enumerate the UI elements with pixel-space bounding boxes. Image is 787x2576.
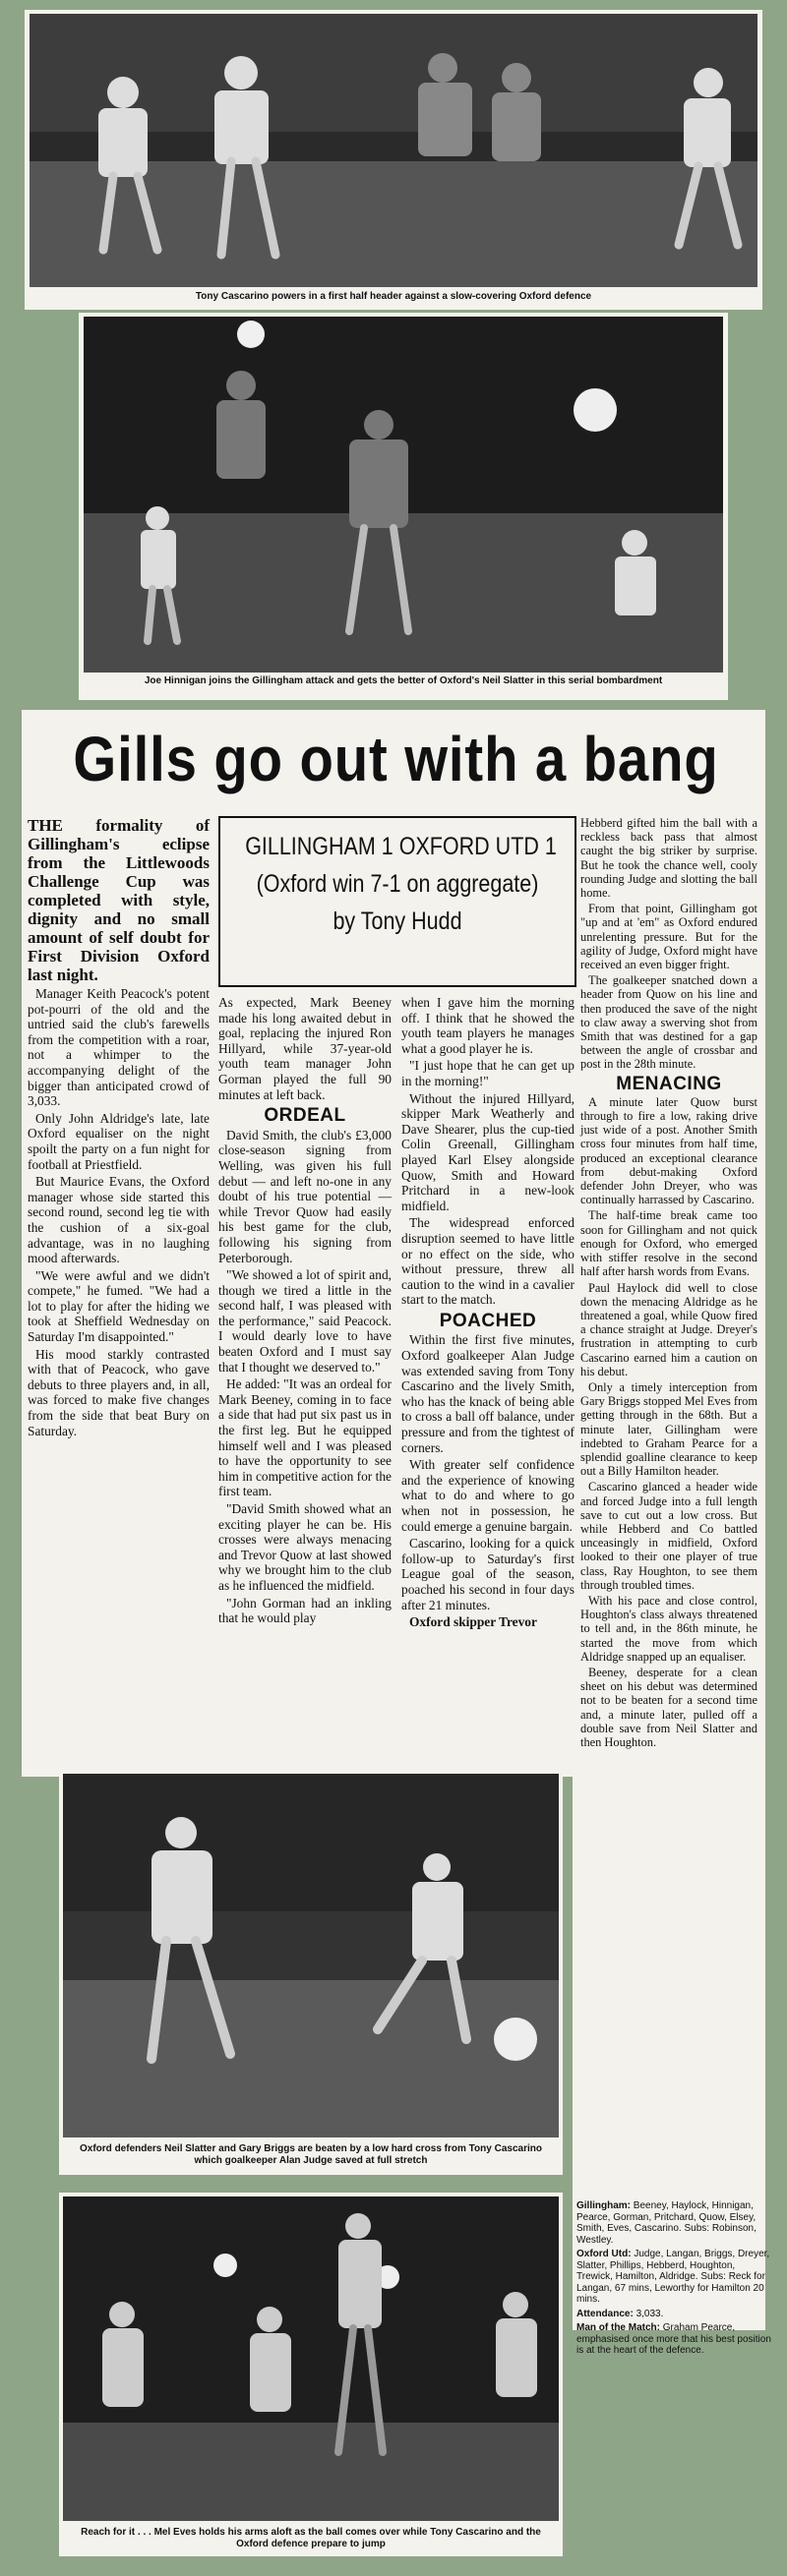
scorebox <box>218 816 576 987</box>
paragraph: From that point, Gillingham got "up and at 'em" as Oxford endured unrelenting pressure. But for the agility of Judge, Oxford might have received an even bigger fright. <box>580 902 757 972</box>
paragraph: Beeney, desperate for a clean sheet on his debut was determined not to be beaten for a second time and, a minute later, pulled off a double save from Neil Slatter and then Houghton. <box>580 1665 757 1749</box>
photo3-image <box>63 1774 559 2137</box>
paragraph: Cascarino glanced a header wide and forced Judge into a full length save to cut out a low cross. But while Hebberd and Co battled unceasingly in midfield, Oxford looked to their one player of true class, Ray Houghton, to see them through troubled times. <box>580 1480 757 1592</box>
paragraph: "David Smith showed what an exciting player he can be. His crosses were always menacing and Trevor Quow at last showed why we brought him to the club as he influenced the midfield. <box>218 1501 392 1593</box>
motm-label: Man of the Match: <box>576 2322 660 2333</box>
subheading-ordeal: ORDEAL <box>264 1105 346 1127</box>
article-column-2 <box>218 995 392 1628</box>
paragraph: Within the first five minutes, Oxford goalkeeper Alan Judge was extended saving from Tony Cascarino and the lively Smith, who has the knack of being able to cross a ball off balance, under pressure and from the tightest of corners. <box>401 1332 575 1455</box>
subheading-menacing: MENACING <box>616 1073 722 1094</box>
headline: Gills go out with a bang <box>73 724 719 794</box>
paragraph: Only John Aldridge's late, late Oxford equaliser on the night spoilt the party on a fun night for football at Priestfield. <box>28 1110 210 1172</box>
attendance-label: Attendance: <box>576 2308 634 2319</box>
subheading-poached: POACHED <box>439 1310 537 1331</box>
paragraph: The widespread enforced disruption seemed to have little or no effect on the side, who without pressure, threw all caution to the wind in a cavalier start to the match. <box>401 1215 575 1308</box>
photo1-caption: Tony Cascarino powers in a first half header against a slow-covering Oxford defence <box>195 291 592 302</box>
article-column-4 <box>580 816 757 1751</box>
paragraph: Without the injured Hillyard, skipper Mark Weatherly and Dave Shearer, plus the cup-tied Colin Greenall, Gillingham played Karl Elsey alongside Quow, Smith and Howard Pritchard in a new-look midfield. <box>401 1090 575 1213</box>
photo2-caption: Joe Hinnigan joins the Gillingham attack and gets the better of Oxford's Neil Slatter in this serial bombardment <box>144 675 663 686</box>
paragraph: The half-time break came too soon for Gillingham and not quick enough for Oxford, who emerged with stiffer resolve in the second half after harsh words from Evans. <box>580 1208 757 1279</box>
oxford-team: Judge, Langan, Briggs, Dreyer, Slatter, Phillips, Hebberd, Houghton, Trewick, Hamilton, Aldridge. Subs: Reck for Langan, 67 mins, Leworthy for Hamilton 20 mins. <box>576 2249 770 2305</box>
paragraph: David Smith, the club's £3,000 close-season signing from Welling, was given his full debut — and left no-one in any doubt of his true potential — while Trevor Quow had easily his best game for the club, following his signing from Peterborough. <box>218 1127 392 1265</box>
paragraph: Cascarino, looking for a quick follow-up to Saturday's first League goal of the season, poached his second in four days after 21 minutes. <box>401 1536 575 1612</box>
paragraph: His mood starkly contrasted with that of Peacock, who gave debuts to three players and, in all, was forced to make five changes from the side that beat Bury on Saturday. <box>28 1346 210 1438</box>
lead-paragraph: THE formality of Gillingham's eclipse from the Littlewoods Challenge Cup was completed with style, dignity and no small amount of self doubt for First Division Oxford last night. <box>28 816 210 984</box>
paragraph: when I gave him the morning off. I think that he showed the youth team players he manages what a good player he is. <box>401 995 575 1056</box>
article-column-1 <box>28 816 210 1440</box>
photo3-caption: Oxford defenders Neil Slatter and Gary Briggs are beaten by a low hard cross from Tony Cascarino which goalkeeper Alan Judge saved at full stretch <box>80 2143 542 2166</box>
photo1-image <box>30 14 757 287</box>
paragraph: As expected, Mark Beeney made his long awaited debut in goal, replacing the injured Ron Hillyard, while 37-year-old youth team manager John Gorman played the full 90 minutes at left back. <box>218 995 392 1102</box>
paragraph: "I just hope that he can get up in the morning!" <box>401 1058 575 1088</box>
paragraph: Oxford skipper Trevor <box>409 1614 537 1630</box>
paragraph: Only a timely interception from Gary Briggs stopped Mel Eves from getting through in the 68th. But a minute later, Gillingham were indebted to Graham Pearce for a splendid goalline clearance to keep out a Billy Hamilton header. <box>580 1379 757 1479</box>
paragraph: The goalkeeper snatched down a header from Quow on his line and then produced the save of the night to claw away a swerving shot from Smith that was destined for a gap between the angle of crossbar and post in the 28th minute. <box>580 973 757 1072</box>
article-column-3 <box>401 995 575 1632</box>
photo2-image <box>84 317 723 673</box>
oxford-label: Oxford Utd: <box>576 2249 632 2259</box>
paragraph: "We were awful and we didn't compete," he fumed. "We had a lot to play for after the hiding we took at Sheffield Wednesday on Saturday I'm disappointed." <box>28 1267 210 1345</box>
scorebox-line2: (Oxford win 7-1 on aggregate) <box>256 870 539 898</box>
paragraph: With his pace and close control, Houghton's class always threatened to tell and, in the 86th minute, he started the move from which Aldridge snapped up an equaliser. <box>580 1593 757 1664</box>
paragraph: "We showed a lot of spirit and, though we tired a little in the second half, I was pleased with the performance," said Peacock. I would dearly love to have beaten Oxford and I must say that I thought we deserved to." <box>218 1267 392 1375</box>
attendance-value: 3,033. <box>636 2308 664 2319</box>
photo4-image <box>63 2196 559 2521</box>
photo4-caption: Reach for it . . . Mel Eves holds his arms aloft as the ball comes over while Tony Cascarino and the Oxford defence prepare to jump <box>81 2527 541 2549</box>
team-line-ups <box>576 2200 773 2360</box>
paragraph: Paul Haylock did well to close down the menacing Aldridge as he threatened a goal, while Quow fired a chance straight at Judge. Dreyer's frustration in attempting to curb Cascarino earned him a caution on his debut. <box>580 1280 757 1378</box>
paragraph: A minute later Quow burst through to fire a low, raking drive just wide of a post. Another Smith cross four minutes from half time, produced an exceptional clearance from debut-making Oxford defender John Dreyer, who was continually harrassed by Cascarino. <box>580 1094 757 1207</box>
paragraph: "John Gorman had an inkling that he would play <box>218 1595 392 1626</box>
paragraph: Hebberd gifted him the ball with a reckless back pass that almost caught the big striker by surprise. But he took the chance well, cooly rounding Judge and slotting the ball home. <box>580 816 757 901</box>
paragraph: Manager Keith Peacock's potent pot-pourri of the old and the untried said the club's farewells from the competition with a roar, not a whimper to the accompanying delight of the bigger than anticipated crowd of 3,033. <box>28 986 210 1109</box>
scorebox-line1: GILLINGHAM 1 OXFORD UTD 1 <box>245 833 557 860</box>
paragraph: But Maurice Evans, the Oxford manager whose side started this second round, second leg tie with the cushion of a six-goal advantage, was in no laughing mood afterwards. <box>28 1174 210 1266</box>
gillingham-label: Gillingham: <box>576 2200 631 2211</box>
gillingham-team: Beeney, Haylock, Hinnigan, Pearce, Gorman, Pritchard, Quow, Elsey, Smith, Eves, Cascarino. Subs: Robinson, Westley. <box>576 2200 757 2246</box>
paragraph: With greater self confidence and the experience of knowing what to do and where to go when not in possession, he could emerge a genuine bargain. <box>401 1457 575 1534</box>
motm-value: Graham Pearce, emphasised once more that his best position is at the heart of the defence. <box>576 2322 771 2356</box>
paragraph: He added: "It was an ordeal for Mark Beeney, coming in to face a side that had put six past us in the first leg. But he equipped himself well and I was pleased to have the opportunity to see him in competitive action for the first team. <box>218 1376 392 1499</box>
scorebox-byline: by Tony Hudd <box>333 907 462 935</box>
